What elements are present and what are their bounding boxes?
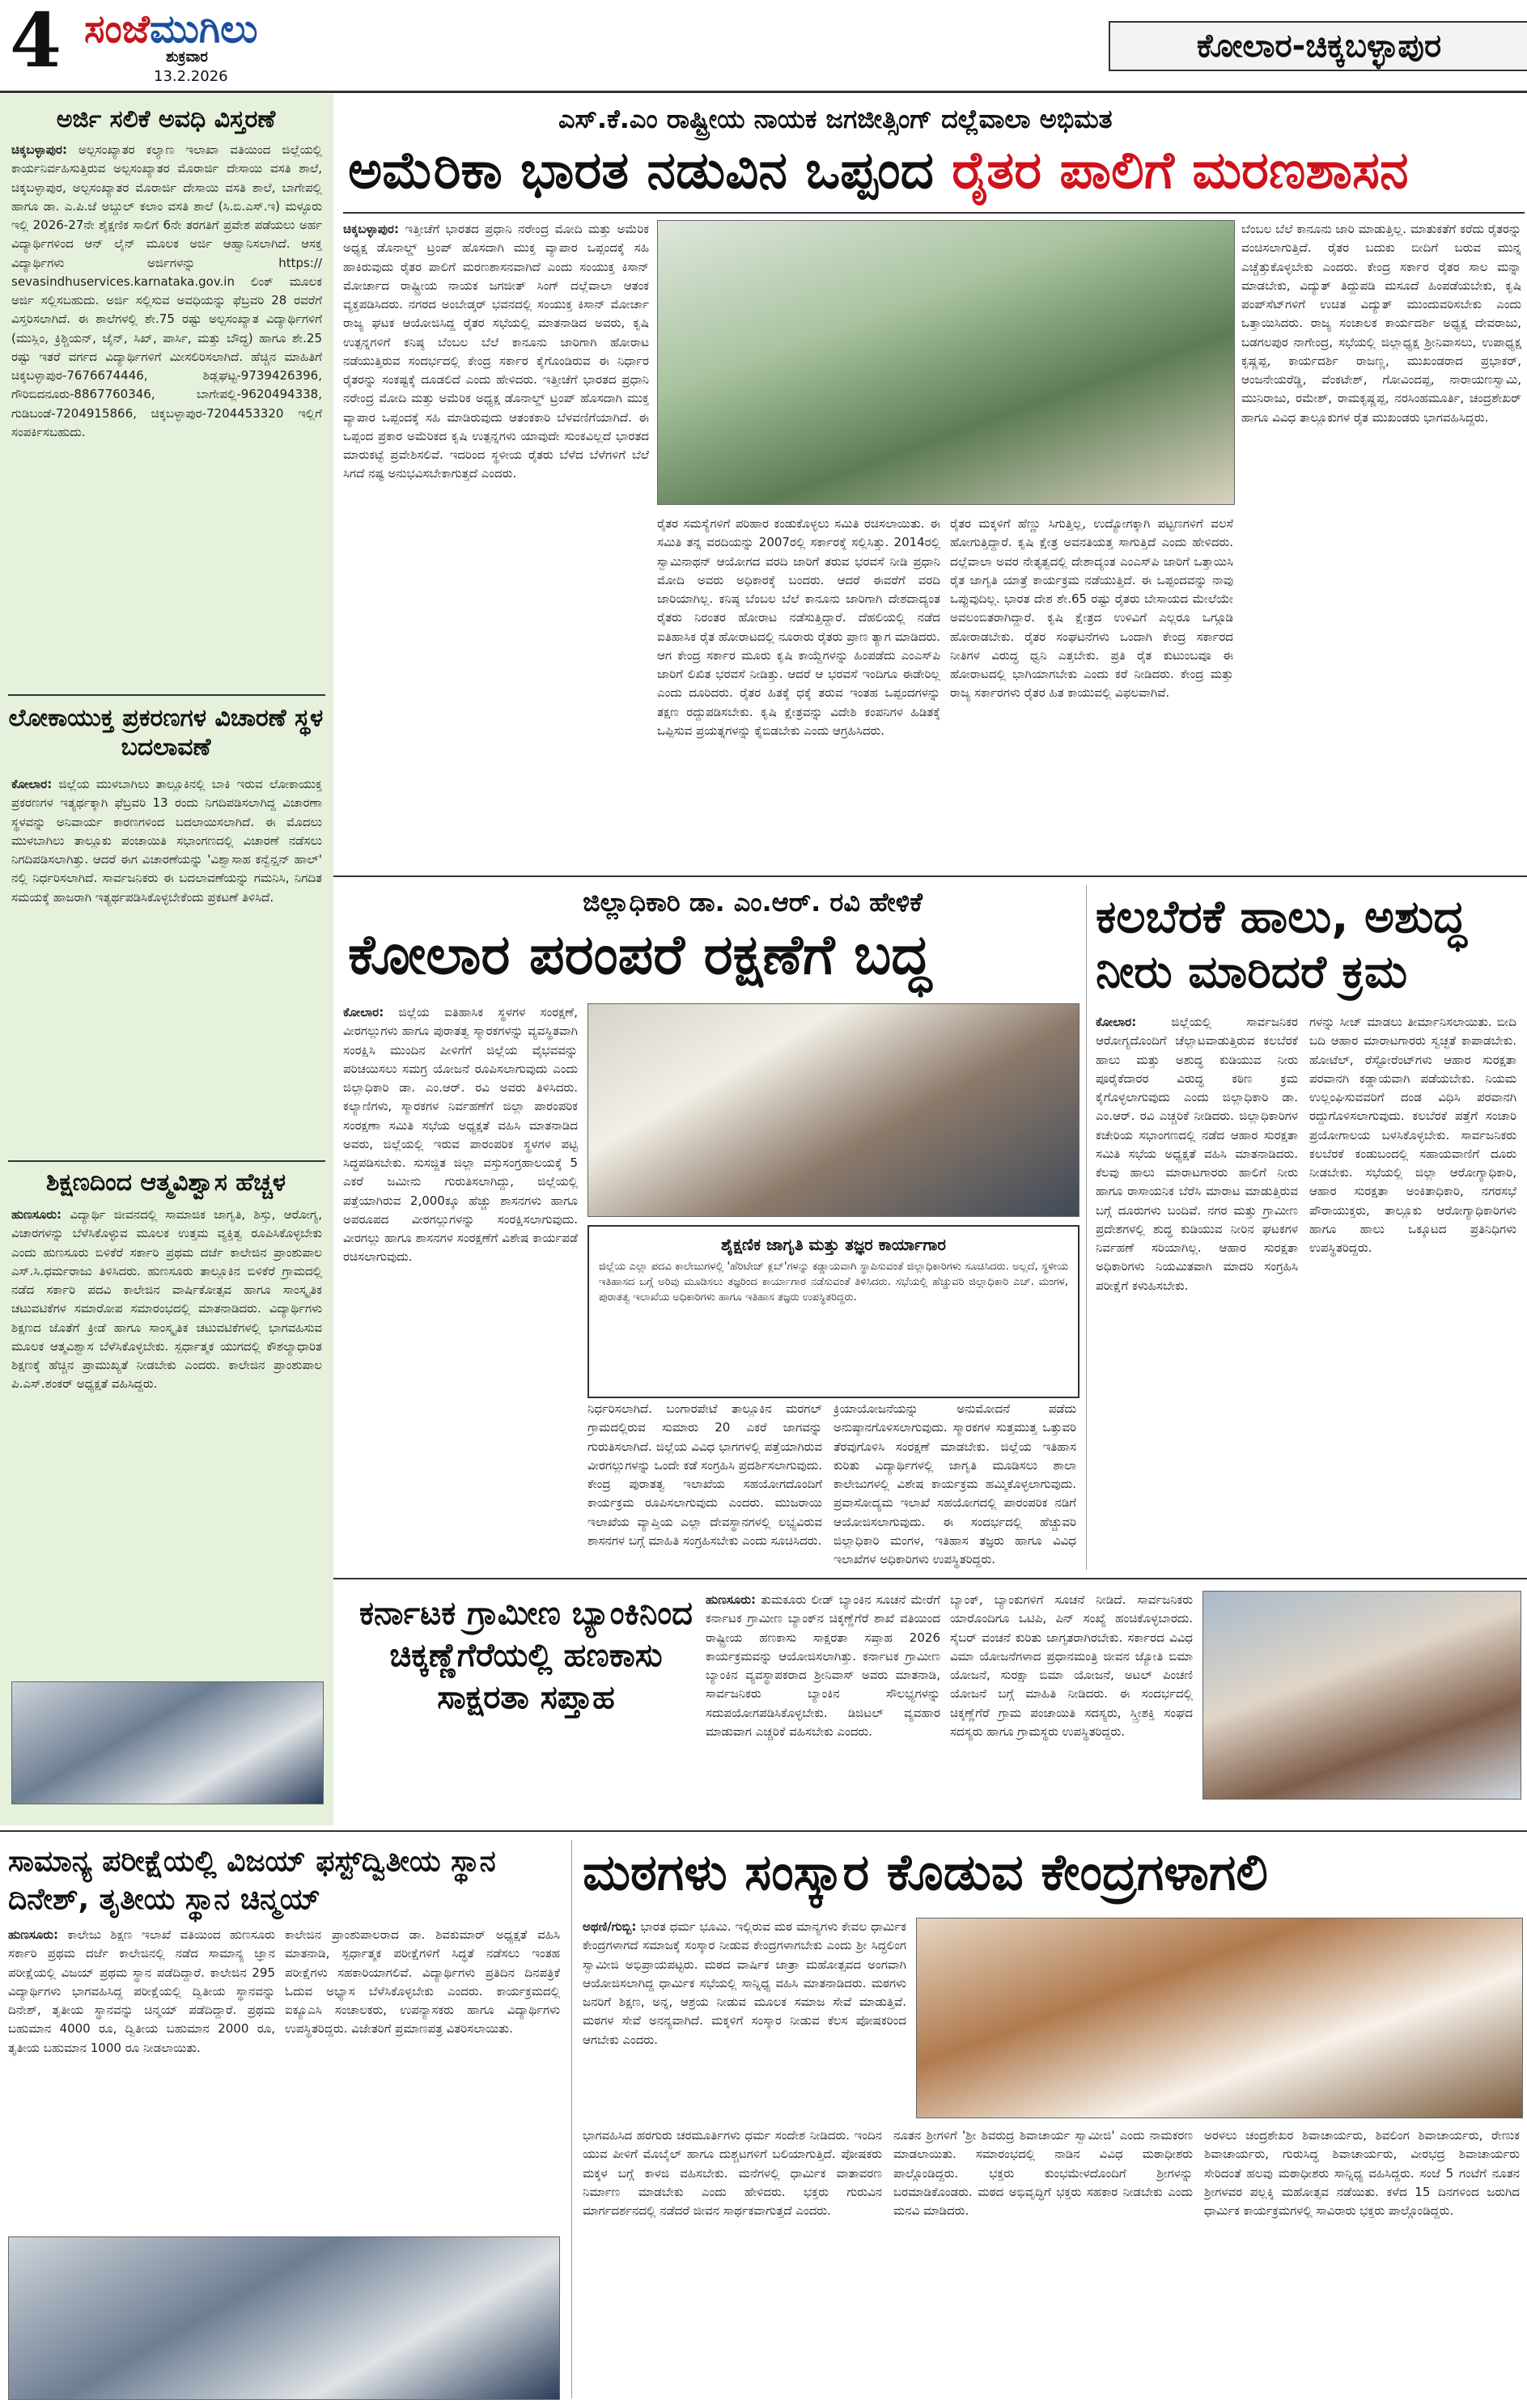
story-text: ಜಿಲ್ಲೆಯ ಐತಿಹಾಸಿಕ ಸ್ಥಳಗಳ ಸಂರಕ್ಷಣೆ, ವೀರಗಲ್ಲುಗಳು ಹಾಗೂ ಪುರಾತತ್ವ ಸ್ಮಾರಕಗಳನ್ನು ವ್ಯವಸ್ಥಿತವಾಗಿ ಸಂರಕ್ಷಿಸಿ ಮುಂದಿನ ಪೀಳಿಗೆಗೆ ಜಿಲ್ಲೆಯ ವೈಭವವನ್ನು ಪರಿಚಯಿಸಲು ಸಮಗ್ರ ಯೋಜನೆ ರೂಪಿಸಲಾಗುವುದು ಎಂದು ಜಿಲ್ಲಾಧಿಕಾರಿ ಡಾ. ಎಂ.ಆರ್. ರವಿ ಅವರು ತಿಳಿಸಿದರು. ಕಲ್ಯಾಣಿಗಳು, ಸ್ಮಾರಕಗಳ ನಿರ್ವಹಣೆಗೆ ಜಿಲ್ಲಾ ಪಾರಂಪರಿಕ ಸಂರಕ್ಷಣಾ ಸಮಿತಿ ಸಭೆಯ ಅಧ್ಯಕ್ಷತೆ ವಹಿಸಿ ಮಾತನಾಡಿದ ಅವರು, ಜಿಲ್ಲೆಯಲ್ಲಿ ಇರುವ ಪಾರಂಪರಿಕ ಸ್ಥಳಗಳ ಪಟ್ಟಿ ಸಿದ್ಧಪಡಿಸಬೇಕು. ಸುಸಜ್ಜಿತ ಜಿಲ್ಲಾ ವಸ್ತುಸಂಗ್ರಹಾಲಯಕ್ಕೆ 5 ಎಕರೆ ಜಮೀನು ಗುರುತಿಸಲಾಗಿದ್ದು, ಜಿಲ್ಲೆಯಲ್ಲಿ ಪತ್ತೆಯಾಗಿರುವ 2,000ಕ್ಕೂ ಹೆಚ್ಚು ಶಾಸನಗಳು ಹಾಗೂ ಅಪರೂಪದ ವೀರಗಲ್ಲುಗಳನ್ನು ಸಂರಕ್ಷಿಸಲಾಗುವುದು. ವೀರಗಲ್ಲು ಹಾಗೂ ಶಾಸನಗಳ ಸಂರಕ್ಷಣೆಗೆ ವಿಶೇಷ ಕಾರ್ಯಪಡೆ ರಚಿಸಲಾಗುವುದು. [343,1005,578,1265]
page-number: 4 [10,0,62,84]
story-text: ಇತ್ತೀಚೆಗೆ ಭಾರತದ ಪ್ರಧಾನಿ ನರೇಂದ್ರ ಮೋದಿ ಮತ್ತು ಅಮೆರಿಕ ಅಧ್ಯಕ್ಷ ಡೊನಾಲ್ಡ್ ಟ್ರಂಪ್ ಹೊಸದಾಗಿ ಮುಕ್ತ ವ್ಯಾಪಾರ ಒಪ್ಪಂದಕ್ಕೆ ಸಹಿ ಹಾಕಿರುವುದು ರೈತರ ಪಾಲಿಗೆ ಮರಣಶಾಸನವಾಗಿದೆ ಎಂದು ಸಂಯುಕ್ತ ಕಿಸಾನ್ ಮೋರ್ಚಾದ ರಾಷ್ಟ್ರೀಯ ನಾಯಕ ಜಗಜೀತ್ ಸಿಂಗ್ ದಲ್ಲೆವಾಲಾ ಆತಂಕ ವ್ಯಕ್ತಪಡಿಸಿದರು. ನಗರದ ಅಂಬೇಡ್ಕರ್ ಭವನದಲ್ಲಿ ಸಂಯುಕ್ತ ಕಿಸಾನ್ ಮೋರ್ಚಾ ರಾಜ್ಯ ಘಟಕ ಆಯೋಜಿಸಿದ್ದ ರೈತರ ಸಭೆಯಲ್ಲಿ ಮಾತನಾಡಿದ ಅವರು, ಕೃಷಿ ಉತ್ಪನ್ನಗಳಿಗೆ ಕನಿಷ್ಠ ಬೆಂಬಲ ಬೆಲೆ ಕಾನೂನು ಜಾರಿಗಾಗಿ ಹೋರಾಟ ನಡೆಯುತ್ತಿರುವ ಸಂದರ್ಭದಲ್ಲಿ ಕೇಂದ್ರ ಸರ್ಕಾರ ಕೈಗೊಂಡಿರುವ ಈ ನಿರ್ಧಾರ ರೈತರನ್ನು ಸಂಕಷ್ಟಕ್ಕೆ ದೂಡಲಿದೆ ಎಂದು ಹೇಳಿದರು. ಇತ್ತೀಚೆಗೆ ಭಾರತದ ಪ್ರಧಾನಿ ನರೇಂದ್ರ ಮೋದಿ ಮತ್ತು ಅಮೆರಿಕ ಅಧ್ಯಕ್ಷ ಡೊನಾಲ್ಡ್ ಟ್ರಂಪ್ ಹೊಸದಾಗಿ ಮುಕ್ತ ವ್ಯಾಪಾರ ಒಪ್ಪಂದಕ್ಕೆ ಸಹಿ ಮಾಡಿರುವುದು ಆತಂಕಕಾರಿ ಬೆಳವಣಿಗೆಯಾಗಿದೆ. ಈ ಒಪ್ಪಂದ ಪ್ರಕಾರ ಅಮೆರಿಕದ ಕೃಷಿ ಉತ್ಪನ್ನಗಳು ಯಾವುದೇ ಸುಂಕವಿಲ್ಲದೆ ಭಾರತದ ಮಾರುಕಟ್ಟೆ ಪ್ರವೇಶಿಸಲಿವೆ. ಇದರಿಂದ ಸ್ಥಳೀಯ ರೈತರು ಬೆಳೆದ ಬೆಳೆಗಳಿಗೆ ಬೆಲೆ ಸಿಗದೆ ನಷ್ಟ ಅನುಭವಿಸಬೇಕಾಗುತ್ತದೆ ಎಂದರು. [343,222,649,481]
section-divider [333,1578,1527,1579]
mutt-col-1: ಭಾಗವಹಿಸಿದ ಹರಗುರು ಚರಮೂರ್ತಿಗಳು ಧರ್ಮ ಸಂದೇಶ ನೀಡಿದರು. ಇಂದಿನ ಯುವ ಪೀಳಿಗೆ ಮೊಬೈಲ್ ಹಾಗೂ ದುಶ್ಚಟಗಳಿಗೆ ಬಲಿಯಾಗುತ್ತಿದೆ. ಪೋಷಕರು ಮಕ್ಕಳ ಬಗ್ಗೆ ಕಾಳಜಿ ವಹಿಸಬೇಕು. ಮನೆಗಳಲ್ಲಿ ಧಾರ್ಮಿಕ ವಾತಾವರಣ ನಿರ್ಮಾಣ ಮಾಡಬೇಕು ಎಂದು ಹೇಳಿದರು. ಭಕ್ತರು ಗುರುವಿನ ಮಾರ್ಗದರ್ಶನದಲ್ಲಿ ನಡೆದರೆ ಜೀವನ ಸಾರ್ಥಕವಾಗುತ್ತದೆ ಎಂದರು. [583,2128,882,2218]
left-sidebar [0,94,333,1825]
dc-col-2: ನಿರ್ಧರಿಸಲಾಗಿದೆ. ಬಂಗಾರಪೇಟೆ ತಾಲ್ಲೂಕಿನ ಮರಗಲ್ ಗ್ರಾಮದಲ್ಲಿರುವ ಸುಮಾರು 20 ಎಕರೆ ಜಾಗವನ್ನು ಗುರುತಿಸಲಾಗಿದೆ. ಜಿಲ್ಲೆಯ ವಿವಿಧ ಭಾಗಗಳಲ್ಲಿ ಪತ್ತೆಯಾಗಿರುವ ವೀರಗಲ್ಲುಗಳನ್ನು ಒಂದೇ ಕಡೆ ಸಂಗ್ರಹಿಸಿ ಪ್ರದರ್ಶಿಸಲಾಗುವುದು. ಕೇಂದ್ರ ಪುರಾತತ್ವ ಇಲಾಖೆಯ ಸಹಯೋಗದೊಂದಿಗೆ ಕಾರ್ಯಕ್ರಮ ರೂಪಿಸಲಾಗುವುದು ಎಂದರು. ಮುಜರಾಯಿ ಇಲಾಖೆಯ ವ್ಯಾಪ್ತಿಯ ಎಲ್ಲಾ ದೇವಸ್ಥಾನಗಳಲ್ಲಿ ಲಭ್ಯವಿರುವ ಶಾಸನಗಳ ಬಗ್ಗೆ ಮಾಹಿತಿ ಸಂಗ್ರಹಿಸಬೇಕು ಎಂದು ಸೂಚಿಸಿದರು. [587,1401,822,1548]
mutt-col-3: ಅರಳಲು ಚಂದ್ರಶೇಖರ ಶಿವಾಚಾರ್ಯರು, ಶಿವಲಿಂಗ ಶಿವಾಚಾರ್ಯರು, ರೇಣುಕ ಶಿವಾಚಾರ್ಯರು, ಗುರುಸಿದ್ಧ ಶಿವಾಚಾರ್ಯರು, ವೀರಭದ್ರ ಶಿವಾಚಾರ್ಯರು ಸೇರಿದಂತೆ ಹಲವು ಮಠಾಧೀಶರು ಸಾನ್ನಿಧ್ಯ ವಹಿಸಿದ್ದರು. ಸಂಜೆ 5 ಗಂಟೆಗೆ ನೂತನ ಶ್ರೀಗಳವರ ಪಲ್ಲಕ್ಕಿ ಮಹೋತ್ಸವ ನಡೆಯಿತು. ಕಳೆದ 15 ದಿನಗಳಿಂದ ಜರುಗಿದ ಧಾರ್ಮಿಕ ಕಾರ್ಯಕ್ರಮಗಳಲ್ಲಿ ಸಾವಿರಾರು ಭಕ್ತರು ಪಾಲ್ಗೊಂಡಿದ್ದರು. [1204,2128,1520,2218]
sidebar-divider [8,1160,325,1162]
dateline: ಕೋಲಾರ: [11,777,53,791]
dc-headline: ಕೋಲಾರ ಪರಂಪರೆ ರಕ್ಷಣೆಗೆ ಬದ್ಧ [348,923,931,987]
story-text: ಅಲ್ಪಸಂಖ್ಯಾತರ ಕಲ್ಯಾಣ ಇಲಾಖಾ ವತಿಯಿಂದ ಜಿಲ್ಲೆಯಲ್ಲಿ ಕಾರ್ಯನಿರ್ವಹಿಸುತ್ತಿರುವ ಅಲ್ಪಸಂಖ್ಯಾತರ ಮೊರಾರ್ಜಿ ದೇಸಾಯಿ ವಸತಿ ಶಾಲೆ, ಚಿಕ್ಕಬಳ್ಳಾಪುರ, ಅಲ್ಪಸಂಖ್ಯಾತರ ಮೊರಾರ್ಜಿ ದೇಸಾಯಿ ವಸತಿ ಶಾಲೆ, ಬಾಗೇಪಲ್ಲಿ ಹಾಗೂ ಡಾ. ಎ.ಪಿ.ಜೆ ಅಬ್ದುಲ್ ಕಲಾಂ ವಸತಿ ಶಾಲೆ (ಸಿ.ಬಿ.ಎಸ್.ಇ) ಮಳ್ಳೂರು ಇಲ್ಲಿ 2026-27ನೇ ಶೈಕ್ಷಣಿಕ ಸಾಲಿಗೆ 6ನೇ ತರಗತಿಗೆ ಪ್ರವೇಶ ಪಡೆಯಲು ಅರ್ಹ ವಿದ್ಯಾರ್ಥಿಗಳಿಂದ ಆನ್ ಲೈನ್ ಮೂಲಕ ಅರ್ಜಿ ಆಹ್ವಾನಿಸಲಾಗಿದೆ. ಆಸಕ್ತ ವಿದ್ಯಾರ್ಥಿಗಳು ಅರ್ಜಿಗಳನ್ನು https:// sevasindhuservices.karnataka.gov.in ಲಿಂಕ್ ಮೂಲಕ ಅರ್ಜಿ ಸಲ್ಲಿಸಬಹುದು. ಅರ್ಜಿ ಸಲ್ಲಿಸುವ ಅವಧಿಯನ್ನು ಫೆಬ್ರವರಿ 28 ರವರೆಗೆ ವಿಸ್ತರಿಸಲಾಗಿದೆ. ಈ ಶಾಲೆಗಳಲ್ಲಿ ಶೇ.75 ರಷ್ಟು ಅಲ್ಪಸಂಖ್ಯಾತ ವಿದ್ಯಾರ್ಥಿಗಳಿಗೆ (ಮುಸ್ಲಿಂ, ಕ್ರಿಶ್ಚಿಯನ್, ಜೈನ್, ಸಿಖ್, ಪಾರ್ಸಿ, ಮತ್ತು ಬೌದ್ಧ) ಹಾಗೂ ಶೇ.25 ರಷ್ಟು ಇತರೆ ವರ್ಗದ ವಿದ್ಯಾರ್ಥಿಗಳಿಗೆ ಮೀಸಲಿರಿಸಲಾಗಿದೆ. ಹೆಚ್ಚಿನ ಮಾಹಿತಿಗೆ ಚಿಕ್ಕಬಳ್ಳಾಪುರ-7676674446, ಶಿಡ್ಲಘಟ್ಟ-9739426396, ಗೌರಿಬಿದನೂರು-8867760346, ಬಾಗೇಪಲ್ಲಿ-9620494338, ಗುಡಿಬಂಡೆ-7204915866, ಚಿಕ್ಕಬಳ್ಳಾಪುರ-7204453320 ಇಲ್ಲಿಗೆ ಸಂಪರ್ಕಿಸಬಹುದು. [11,142,322,439]
sidebar-story1-body [11,141,322,688]
dateline: ಕೋಲಾರ: [1096,1015,1137,1029]
dateline: ಹುಣಸೂರು: [8,1927,59,1942]
lead-kicker: ಎಸ್.ಕೆ.ಎಂ ರಾಷ್ಟ್ರೀಯ ನಾಯಕ ಜಗಜೀತ್ಸಿಂಗ್ ದಲ್ಲೆವಾಲಾ ಅಭಿಮತ [558,104,1113,134]
dateline: ಹುಣಸೂರು: [706,1592,757,1607]
bank-col-1 [706,1591,940,1814]
lead-headline-part-b: ರೈತರ ಪಾಲಿಗೆ ಮರಣಶಾಸನ [952,141,1409,201]
issue-date: 13.2.2026 [154,68,228,85]
story-text: ತುಮಕೂರು ಲೀಡ್ ಬ್ಯಾಂಕಿನ ಸೂಚನೆ ಮೇರೆಗೆ ಕರ್ನಾಟಕ ಗ್ರಾಮೀಣ ಬ್ಯಾಂಕ್‌ನ ಚಿಕ್ಕಣ್ಣೆಗೆರೆ ಶಾಖೆ ವತಿಯಿಂದ ರಾಷ್ಟ್ರೀಯ ಹಣಕಾಸು ಸಾಕ್ಷರತಾ ಸಪ್ತಾಹ 2026 ಕಾರ್ಯಕ್ರಮವನ್ನು ಆಯೋಜಿಸಲಾಗಿತ್ತು. ಕರ್ನಾಟಕ ಗ್ರಾಮೀಣ ಬ್ಯಾಂಕಿನ ವ್ಯವಸ್ಥಾಪಕರಾದ ಶ್ರೀನಿವಾಸ್ ಅವರು ಮಾತನಾಡಿ, ಸಾರ್ವಜನಿಕರು ಬ್ಯಾಂಕಿನ ಸೌಲಭ್ಯಗಳನ್ನು ಸದುಪಯೋಗಪಡಿಸಿಕೊಳ್ಳಬೇಕು. ಡಿಜಿಟಲ್ ವ್ಯವಹಾರ ಮಾಡುವಾಗ ಎಚ್ಚರಿಕೆ ವಹಿಸಬೇಕು ಎಂದರು. [706,1592,940,1739]
story-text: ಕಾಲೇಜು ಶಿಕ್ಷಣ ಇಲಾಖೆ ವತಿಯಿಂದ ಹುಣಸೂರು ಸರ್ಕಾರಿ ಪ್ರಥಮ ದರ್ಜೆ ಕಾಲೇಜಿನಲ್ಲಿ ನಡೆದ ಸಾಮಾನ್ಯ ಜ್ಞಾನ ಪರೀಕ್ಷೆಯಲ್ಲಿ ವಿಜಯ್ ಪ್ರಥಮ ಸ್ಥಾನ ಪಡೆದಿದ್ದಾರೆ. ಕಾಲೇಜಿನ 295 ವಿದ್ಯಾರ್ಥಿಗಳು ಭಾಗವಹಿಸಿದ್ದ ಪರೀಕ್ಷೆಯಲ್ಲಿ ದ್ವಿತೀಯ ಸ್ಥಾನವನ್ನು ದಿನೇಶ್, ತೃತೀಯ ಸ್ಥಾನವನ್ನು ಚಿನ್ಮಯ್ ಪಡೆದಿದ್ದಾರೆ. ಪ್ರಥಮ ಬಹುಮಾನ 4000 ರೂ, ದ್ವಿತೀಯ ಬಹುಮಾನ 2000 ರೂ, ತೃತೀಯ ಬಹುಮಾನ 1000 ರೂ ನೀಡಲಾಯಿತು. [8,1927,275,2055]
lead-col-2: ರೈತರ ಸಮಸ್ಯೆಗಳಿಗೆ ಪರಿಹಾರ ಕಂಡುಕೊಳ್ಳಲು ಸಮಿತಿ ರಚಿಸಲಾಯಿತು. ಈ ಸಮಿತಿ ತನ್ನ ವರದಿಯನ್ನು 2007ರಲ್ಲಿ ಸರ್ಕಾರಕ್ಕೆ ಸಲ್ಲಿಸಿತ್ತು. 2014ರಲ್ಲಿ ಸ್ವಾಮಿನಾಥನ್ ಆಯೋಗದ ವರದಿ ಜಾರಿಗೆ ತರುವ ಭರವಸೆ ನೀಡಿ ಪ್ರಧಾನಿ ಮೋದಿ ಅವರು ಅಧಿಕಾರಕ್ಕೆ ಬಂದರು. ಆದರೆ ಈವರೆಗೆ ವರದಿ ಜಾರಿಯಾಗಿಲ್ಲ. ಕನಿಷ್ಠ ಬೆಂಬಲ ಬೆಲೆ ಕಾನೂನು ಜಾರಿಗಾಗಿ ದೇಶದಾದ್ಯಂತ ರೈತರು ನಿರಂತರ ಹೋರಾಟ ನಡೆಸುತ್ತಿದ್ದಾರೆ. ದೆಹಲಿಯಲ್ಲಿ ನಡೆದ ಐತಿಹಾಸಿಕ ರೈತ ಹೋರಾಟದಲ್ಲಿ ನೂರಾರು ರೈತರು ಪ್ರಾಣ ತ್ಯಾಗ ಮಾಡಿದರು. ಆಗ ಕೇಂದ್ರ ಸರ್ಕಾರ ಮೂರು ಕೃಷಿ ಕಾಯ್ದೆಗಳನ್ನು ಹಿಂಪಡೆದು ಎಂಎಸ್‌ಪಿ ಜಾರಿಗೆ ಲಿಖಿತ ಭರವಸೆ ನೀಡಿತ್ತು. ಆದರೆ ಆ ಭರವಸೆ ಇಂದಿಗೂ ಈಡೇರಿಲ್ಲ ಎಂದು ದೂರಿದರು. ರೈತರ ಹಿತಕ್ಕೆ ಧಕ್ಕೆ ತರುವ ಇಂತಹ ಒಪ್ಪಂದಗಳನ್ನು ತಕ್ಷಣ ರದ್ದುಪಡಿಸಬೇಕು. ಕೃಷಿ ಕ್ಷೇತ್ರವನ್ನು ವಿದೇಶಿ ಕಂಪನಿಗಳ ಹಿಡಿತಕ್ಕೆ ಒಪ್ಪಿಸುವ ಪ್ರಯತ್ನಗಳನ್ನು ಕೈಬಿಡಬೇಕು ಎಂದು ಆಗ್ರಹಿಸಿದರು. [657,516,940,738]
column-divider [1086,885,1087,1570]
bank-event-photo [1203,1591,1521,1800]
sidebar-divider [8,694,325,696]
story-text: ಜಿಲ್ಲೆಯಲ್ಲಿ ಸಾರ್ವಜನಿಕರ ಆರೋಗ್ಯದೊಂದಿಗೆ ಚೆಲ್ಲಾಟವಾಡುತ್ತಿರುವ ಕಲಬೆರಕೆ ಹಾಲು ಮತ್ತು ಅಶುದ್ಧ ಕುಡಿಯುವ ನೀರು ಪೂರೈಕೆದಾರರ ವಿರುದ್ಧ ಕಠಿಣ ಕ್ರಮ ಕೈಗೊಳ್ಳಲಾಗುವುದು ಎಂದು ಜಿಲ್ಲಾಧಿಕಾರಿ ಡಾ. ಎಂ.ಆರ್. ರವಿ ಎಚ್ಚರಿಕೆ ನೀಡಿದರು. ಜಿಲ್ಲಾಧಿಕಾರಿಗಳ ಕಚೇರಿಯ ಸಭಾಂಗಣದಲ್ಲಿ ನಡೆದ ಆಹಾರ ಸುರಕ್ಷತಾ ಸಮಿತಿ ಸಭೆಯ ಅಧ್ಯಕ್ಷತೆ ವಹಿಸಿ ಮಾತನಾಡಿದರು. ಕೆಲವು ಹಾಲು ಮಾರಾಟಗಾರರು ಹಾಲಿಗೆ ನೀರು ಹಾಗೂ ರಾಸಾಯನಿಕ ಬೆರೆಸಿ ಮಾರಾಟ ಮಾಡುತ್ತಿರುವ ಬಗ್ಗೆ ದೂರುಗಳು ಬಂದಿವೆ. ನಗರ ಮತ್ತು ಗ್ರಾಮೀಣ ಪ್ರದೇಶಗಳಲ್ಲಿ ಶುದ್ಧ ಕುಡಿಯುವ ನೀರಿನ ಘಟಕಗಳ ನಿರ್ವಹಣೆ ಸರಿಯಾಗಿಲ್ಲ. ಆಹಾರ ಸುರಕ್ಷತಾ ಅಧಿಕಾರಿಗಳು ನಿಯಮಿತವಾಗಿ ಮಾದರಿ ಸಂಗ್ರಹಿಸಿ ಪರೀಕ್ಷೆಗೆ ಕಳುಹಿಸಬೇಕು. [1096,1015,1298,1293]
sidebar-story3-headline: ಶಿಕ್ಷಣದಿಂದ ಆತ್ಮವಿಶ್ವಾಸ ಹೆಚ್ಚಳ [45,1168,286,1197]
dc-kicker: ಜಿಲ್ಲಾಧಿಕಾರಿ ಡಾ. ಎಂ.ಆರ್. ರವಿ ಹೇಳಿಕೆ [583,887,923,918]
dc-col-1 [343,1003,578,1570]
milk-headline: ಕಲಬೆರಕೆ ಹಾಲು, ಅಶುದ್ಧ ನೀರು ಮಾರಿದರೆ ಕ್ರಮ [1096,891,1467,999]
caption-text: ಜಿಲ್ಲೆಯ ಎಲ್ಲಾ ಪದವಿ ಕಾಲೇಜುಗಳಲ್ಲಿ 'ಹೆರಿಟೇಜ್ ಕ್ಲಬ್'ಗಳನ್ನು ಕಡ್ಡಾಯವಾಗಿ ಸ್ಥಾಪಿಸುವಂತೆ ಜಿಲ್ಲಾಧಿಕಾರಿಗಳು ಸೂಚಿಸಿದರು. ಅಲ್ಲದೆ, ಸ್ಥಳೀಯ ಇತಿಹಾಸದ ಬಗ್ಗೆ ಅರಿವು ಮೂಡಿಸಲು ತಜ್ಞರಿಂದ ಕಾರ್ಯಾಗಾರ ನಡೆಸುವಂತೆ ತಿಳಿಸಿದರು. ಸಭೆಯಲ್ಲಿ ಹೆಚ್ಚುವರಿ ಜಿಲ್ಲಾಧಿಕಾರಿ ಎಚ್. ಮಂಗಳ, ಪುರಾತತ್ವ ಇಲಾಖೆಯ ಅಧಿಕಾರಿಗಳು ಹಾಗೂ ಇತಿಹಾಸ ತಜ್ಞರು ಉಪಸ್ಥಿತರಿದ್ದರು. [599,1261,1068,1304]
dc-photo-caption [587,1225,1080,1398]
story-text: ಜಿಲ್ಲೆಯ ಮುಳಬಾಗಿಲು ತಾಲ್ಲೂಕಿನಲ್ಲಿ ಬಾಕಿ ಇರುವ ಲೋಕಾಯುಕ್ತ ಪ್ರಕರಣಗಳ ಇತ್ಯರ್ಥಕ್ಕಾಗಿ ಫೆಬ್ರವರಿ 13 ರಂದು ನಿಗದಿಪಡಿಸಲಾಗಿದ್ದ ವಿಚಾರಣಾ ಸ್ಥಳವನ್ನು ಅನಿವಾರ್ಯ ಕಾರಣಗಳಿಂದ ಬದಲಾಯಿಸಲಾಗಿದೆ. ಈ ಮೊದಲು ಮುಳಬಾಗಿಲು ತಾಲ್ಲೂಕು ಪಂಚಾಯಿತಿ ಸಭಾಂಗಣದಲ್ಲಿ ವಿಚಾರಣೆ ನಡೆಸಲು ನಿಗದಿಪಡಿಸಲಾಗಿತ್ತು. ಆದರೆ ಈಗ ವಿಚಾರಣೆಯನ್ನು 'ವಿಶ್ವಾಸಾಹ ಕನ್ವೆನ್ಷನ್ ಹಾಲ್' ನಲ್ಲಿ ನಿರ್ಧರಿಸಲಾಗಿದೆ. ಸಾರ್ವಜನಿಕರು ಈ ಬದಲಾವಣೆಯನ್ನು ಗಮನಿಸಿ, ನಿಗದಿತ ಸಮಯಕ್ಕೆ ಹಾಜರಾಗಿ ಇತ್ಯರ್ಥಪಡಿಸಿಕೊಳ್ಳಬೇಕೆಂದು ಪ್ರಕಟಣೆ ತಿಳಿಸಿದೆ. [11,777,322,905]
issue-day: ಶುಕ್ರವಾರ [166,49,208,66]
dateline: ಚಿಕ್ಕಬಳ್ಳಾಪುರ: [11,142,67,157]
lead-headline-rule [343,212,1525,214]
column-divider [571,1840,572,2398]
dc-meeting-photo [587,1003,1080,1217]
exam-col-2: ಕಾಲೇಜಿನ ಪ್ರಾಂಶುಪಾಲರಾದ ಡಾ. ಶಿವಕುಮಾರ್ ಅಧ್ಯಕ್ಷತೆ ವಹಿಸಿ ಮಾತನಾಡಿ, ಸ್ಪರ್ಧಾತ್ಮಕ ಪರೀಕ್ಷೆಗಳಿಗೆ ಸಿದ್ಧತೆ ನಡೆಸಲು ಇಂತಹ ಪರೀಕ್ಷೆಗಳು ಸಹಕಾರಿಯಾಗಲಿವೆ. ವಿದ್ಯಾರ್ಥಿಗಳು ಪ್ರತಿದಿನ ದಿನಪತ್ರಿಕೆ ಓದುವ ಅಭ್ಯಾಸ ಬೆಳೆಸಿಕೊಳ್ಳಬೇಕು ಎಂದರು. ಕಾರ್ಯಕ್ರಮದಲ್ಲಿ ಐಕ್ಯೂಎಸಿ ಸಂಚಾಲಕರು, ಉಪನ್ಯಾಸಕರು ಹಾಗೂ ವಿದ್ಯಾರ್ಥಿಗಳು ಉಪಸ್ಥಿತರಿದ್ದರು. ವಿಜೇತರಿಗೆ ಪ್ರಮಾಣಪತ್ರ ವಿತರಿಸಲಾಯಿತು. [285,1927,560,2037]
lead-col-3: ರೈತರ ಮಕ್ಕಳಿಗೆ ಹೆಣ್ಣು ಸಿಗುತ್ತಿಲ್ಲ, ಉದ್ಯೋಗಕ್ಕಾಗಿ ಪಟ್ಟಣಗಳಿಗೆ ವಲಸೆ ಹೋಗುತ್ತಿದ್ದಾರೆ. ಕೃಷಿ ಕ್ಷೇತ್ರ ಅವನತಿಯತ್ತ ಸಾಗುತ್ತಿದೆ ಎಂದು ಹೇಳಿದರು. ದಲ್ಲೆವಾಲಾ ಅವರ ನೇತೃತ್ವದಲ್ಲಿ ದೇಶಾದ್ಯಂತ ಎಂಎಸ್‌ಪಿ ಜಾರಿಗೆ ಒತ್ತಾಯಿಸಿ ರೈತ ಜಾಗೃತಿ ಯಾತ್ರೆ ಕಾರ್ಯಕ್ರಮ ನಡೆಯುತ್ತಿದೆ. ಈ ಒಪ್ಪಂದವನ್ನು ನಾವು ಒಪ್ಪುವುದಿಲ್ಲ. ಭಾರತ ದೇಶ ಶೇ.65 ರಷ್ಟು ರೈತರು ಬೇಸಾಯದ ಮೇಲೆಯೇ ಅವಲಂಬಿತರಾಗಿದ್ದಾರೆ. ಕೃಷಿ ಕ್ಷೇತ್ರದ ಉಳಿವಿಗೆ ಎಲ್ಲರೂ ಒಗ್ಗೂಡಿ ಹೋರಾಡಬೇಕು. ರೈತರ ಸಂಘಟನೆಗಳು ಒಂದಾಗಿ ಕೇಂದ್ರ ಸರ್ಕಾರದ ನೀತಿಗಳ ವಿರುದ್ಧ ಧ್ವನಿ ಎತ್ತಬೇಕು. ಪ್ರತಿ ರೈತ ಕುಟುಂಬವೂ ಈ ಹೋರಾಟದಲ್ಲಿ ಭಾಗಿಯಾಗಬೇಕು ಎಂದು ಕರೆ ನೀಡಿದರು. ಕೇಂದ್ರ ಮತ್ತು ರಾಜ್ಯ ಸರ್ಕಾರಗಳು ರೈತರ ಹಿತ ಕಾಯುವಲ್ಲಿ ವಿಫಲವಾಗಿವೆ. [950,516,1233,701]
sidebar-story2-body [11,775,322,1155]
section-tag: ಕೋಲಾರ-ಚಿಕ್ಕಬಳ್ಳಾಪುರ [1109,21,1527,71]
bank-headline: ಕರ್ನಾಟಕ ಗ್ರಾಮೀಣ ಬ್ಯಾಂಕಿನಿಂದ ಚಿಕ್ಕಣ್ಣೆಗೆರೆಯಲ್ಲಿ ಹಣಕಾಸು ಸಾಕ್ಷರತಾ ಸಪ್ತಾಹ [359,1595,693,1716]
sidebar-story2-headline: ಲೋಕಾಯುಕ್ತ ಪ್ರಕರಣಗಳ ವಿಚಾರಣೆ ಸ್ಥಳ ಬದಲಾವಣೆ [8,704,324,761]
lead-headline-part-a: ಅಮೆರಿಕಾ ಭಾರತ ನಡುವಿನ ಒಪ್ಪಂದ [348,141,934,201]
sidebar-story3-body [11,1206,322,1659]
sidebar-story1-headline: ಅರ್ಜಿ ಸಲಿಕೆ ಅವಧಿ ವಿಸ್ತರಣೆ [56,105,276,134]
milk-col-2: ಗಳನ್ನು ಸೀಜ್ ಮಾಡಲು ತೀರ್ಮಾನಿಸಲಾಯಿತು. ಬೀದಿ ಬದಿ ಆಹಾರ ಮಾರಾಟಗಾರರು ಸ್ವಚ್ಛತೆ ಕಾಪಾಡಬೇಕು. ಹೋಟೆಲ್, ರೆಸ್ಟೋರೆಂಟ್‌ಗಳು ಆಹಾರ ಸುರಕ್ಷತಾ ಪರವಾನಗಿ ಕಡ್ಡಾಯವಾಗಿ ಪಡೆಯಬೇಕು. ನಿಯಮ ಉಲ್ಲಂಘಿಸುವವರಿಗೆ ದಂಡ ವಿಧಿಸಿ ಪರವಾನಗಿ ರದ್ದುಗೊಳಿಸಲಾಗುವುದು. ಕಲಬೆರಕೆ ಪತ್ತೆಗೆ ಸಂಚಾರಿ ಪ್ರಯೋಗಾಲಯ ಬಳಸಿಕೊಳ್ಳಬೇಕು. ಸಾರ್ವಜನಿಕರು ಕಲಬೆರಕೆ ಕಂಡುಬಂದಲ್ಲಿ ಸಹಾಯವಾಣಿಗೆ ದೂರು ನೀಡಬೇಕು. ಸಭೆಯಲ್ಲಿ ಜಿಲ್ಲಾ ಆರೋಗ್ಯಾಧಿಕಾರಿ, ಆಹಾರ ಸುರಕ್ಷತಾ ಅಂಕಿತಾಧಿಕಾರಿ, ನಗರಸಭೆ ಪೌರಾಯುಕ್ತರು, ತಾಲ್ಲೂಕು ಆರೋಗ್ಯಾಧಿಕಾರಿಗಳು ಹಾಗೂ ಹಾಲು ಒಕ್ಕೂಟದ ಪ್ರತಿನಿಧಿಗಳು ಉಪಸ್ಥಿತರಿದ್ದರು. [1309,1015,1516,1255]
exam-winners-photo [8,2236,560,2400]
dateline: ಅಥಣಿ/ಗುಬ್ಬಿ: [583,1919,637,1934]
dateline: ಕೋಲಾರ: [343,1005,384,1020]
dateline: ಹುಣಸೂರು: [11,1207,62,1222]
lead-headline [348,142,1521,199]
dc-col-3: ಕ್ರಿಯಾಯೋಜನೆಯನ್ನು ಅನುಮೋದನೆ ಪಡೆದು ಅನುಷ್ಠಾನಗೊಳಿಸಲಾಗುವುದು. ಸ್ಮಾರಕಗಳ ಸುತ್ತಮುತ್ತ ಒತ್ತುವರಿ ತೆರವುಗೊಳಿಸಿ ಸಂರಕ್ಷಣೆ ಮಾಡಬೇಕು. ಜಿಲ್ಲೆಯ ಇತಿಹಾಸ ಕುರಿತು ವಿದ್ಯಾರ್ಥಿಗಳಲ್ಲಿ ಜಾಗೃತಿ ಮೂಡಿಸಲು ಶಾಲಾ ಕಾಲೇಜುಗಳಲ್ಲಿ ವಿಶೇಷ ಕಾರ್ಯಕ್ರಮ ಹಮ್ಮಿಕೊಳ್ಳಲಾಗುವುದು. ಪ್ರವಾಸೋದ್ಯಮ ಇಲಾಖೆ ಸಹಯೋಗದಲ್ಲಿ ಪಾರಂಪರಿಕ ನಡಿಗೆ ಆಯೋಜಿಸಲಾಗುವುದು. ಈ ಸಂದರ್ಭದಲ್ಲಿ ಹೆಚ್ಚುವರಿ ಜಿಲ್ಲಾಧಿಕಾರಿ ಮಂಗಳ, ಇತಿಹಾಸ ತಜ್ಞರು ಹಾಗೂ ವಿವಿಧ ಇಲಾಖೆಗಳ ಅಧಿಕಾರಿಗಳು ಉಪಸ್ಥಿತರಿದ್ದರು. [833,1401,1076,1566]
bank-col-2: ಬ್ಯಾಂಕ್, ಬ್ಯಾಂಕುಗಳಿಗೆ ಸೂಚನೆ ನೀಡಿದೆ. ಸಾರ್ವಜನಿಕರು ಯಾರೊಂದಿಗೂ ಒಟಿಪಿ, ಪಿನ್ ಸಂಖ್ಯೆ ಹಂಚಿಕೊಳ್ಳಬಾರದು. ಸೈಬರ್ ವಂಚನೆ ಕುರಿತು ಜಾಗೃತರಾಗಿರಬೇಕು. ಸರ್ಕಾರದ ವಿವಿಧ ವಿಮಾ ಯೋಜನೆಗಳಾದ ಪ್ರಧಾನಮಂತ್ರಿ ಜೀವನ ಜ್ಯೋತಿ ಬಿಮಾ ಯೋಜನೆ, ಸುರಕ್ಷಾ ಬಿಮಾ ಯೋಜನೆ, ಅಟಲ್ ಪಿಂಚಣಿ ಯೋಜನೆ ಬಗ್ಗೆ ಮಾಹಿತಿ ನೀಡಿದರು. ಈ ಸಂದರ್ಭದಲ್ಲಿ ಚಿಕ್ಕಣ್ಣೆಗೆರೆ ಗ್ರಾಮ ಪಂಚಾಯಿತಿ ಸದಸ್ಯರು, ಸ್ತ್ರೀಶಕ್ತಿ ಸಂಘದ ಸದಸ್ಯರು ಹಾಗೂ ಗ್ರಾಮಸ್ಥರು ಉಪಸ್ಥಿತರಿದ್ದರು. [950,1592,1193,1739]
story-text: ವಿದ್ಯಾರ್ಥಿ ಜೀವನದಲ್ಲಿ ಸಾಮಾಜಿಕ ಜಾಗೃತಿ, ಶಿಸ್ತು, ಆರೋಗ್ಯ, ವಿಚಾರಗಳನ್ನು ಬೆಳೆಸಿಕೊಳ್ಳುವ ಮೂಲಕ ಉತ್ತಮ ವ್ಯಕ್ತಿತ್ವ ರೂಪಿಸಿಕೊಳ್ಳಬೇಕು ಎಂದು ಹುಣಸೂರು ಬಿಳಿಕೆರೆ ಸರ್ಕಾರಿ ಪ್ರಥಮ ದರ್ಜೆ ಕಾಲೇಜಿನ ಪ್ರಾಂಶುಪಾಲ ಎಸ್.ಸಿ.ಧರ್ಮರಾಜು ತಿಳಿಸಿದರು. ಹುಣಸೂರು ತಾಲ್ಲೂಕಿನ ಬಿಳಿಕೆರೆ ಗ್ರಾಮದಲ್ಲಿ ನಡೆದ ಸರ್ಕಾರಿ ಪದವಿ ಕಾಲೇಜಿನ ವಾರ್ಷಿಕೋತ್ಸವ ಹಾಗೂ ಸಾಂಸ್ಕೃತಿಕ ಚಟುವಟಿಕೆಗಳ ಸಮಾರೋಪ ಸಮಾರಂಭದಲ್ಲಿ ಮಾತನಾಡಿದರು. ವಿದ್ಯಾರ್ಥಿಗಳು ಶಿಕ್ಷಣದ ಜೊತೆಗೆ ಕ್ರೀಡೆ ಹಾಗೂ ಸಾಂಸ್ಕೃತಿಕ ಚಟುವಟಿಕೆಗಳಲ್ಲಿ ಭಾಗವಹಿಸುವ ಮೂಲಕ ಆತ್ಮವಿಶ್ವಾಸ ಬೆಳೆಸಿಕೊಳ್ಳಬೇಕು. ಸ್ಪರ್ಧಾತ್ಮಕ ಯುಗದಲ್ಲಿ ಕೌಶಲ್ಯಾಧಾರಿತ ಶಿಕ್ಷಣಕ್ಕೆ ಹೆಚ್ಚಿನ ಪ್ರಾಮುಖ್ಯತೆ ನೀಡಬೇಕು ಎಂದರು. ಕಾಲೇಜಿನ ಪ್ರಾಂಶುಪಾಲ ಪಿ.ಎಸ್.ಶಂಕರ್ ಅಧ್ಯಕ್ಷತೆ ವಹಿಸಿದ್ದರು. [11,1207,322,1392]
lead-col-1 [343,220,649,867]
caption-title: ಶೈಕ್ಷಣಿಕ ಜಾಗೃತಿ ಮತ್ತು ತಜ್ಞರ ಕಾರ್ಯಾಗಾರ [720,1235,947,1254]
farmers-meeting-photo [657,220,1235,505]
milk-col-1 [1096,1013,1298,1570]
section-divider [333,875,1527,877]
story-text: ಭಾರತ ಧರ್ಮ ಭೂಮಿ. ಇಲ್ಲಿರುವ ಮಠ ಮಾನ್ಯಗಳು ಕೇವಲ ಧಾರ್ಮಿಕ ಕೇಂದ್ರಗಳಾಗದೆ ಸಮಾಜಕ್ಕೆ ಸಂಸ್ಕಾರ ನೀಡುವ ಕೇಂದ್ರಗಳಾಗಬೇಕು ಎಂದು ಶ್ರೀ ಸಿದ್ಧಲಿಂಗ ಸ್ವಾಮೀಜಿ ಅಭಿಪ್ರಾಯಪಟ್ಟರು. ಮಠದ ವಾರ್ಷಿಕ ಜಾತ್ರಾ ಮಹೋತ್ಸವದ ಅಂಗವಾಗಿ ಆಯೋಜಿಸಲಾಗಿದ್ದ ಧಾರ್ಮಿಕ ಸಭೆಯಲ್ಲಿ ಸಾನ್ನಿಧ್ಯ ವಹಿಸಿ ಮಾತನಾಡಿದರು. ಮಠಗಳು ಜನರಿಗೆ ಶಿಕ್ಷಣ, ಅನ್ನ, ಆಶ್ರಯ ನೀಡುವ ಮೂಲಕ ಸಮಾಜ ಸೇವೆ ಮಾಡುತ್ತಿವೆ. ಮಠಗಳ ಸೇವೆ ಅನನ್ಯವಾಗಿದೆ. ಮಕ್ಕಳಿಗೆ ಸಂಸ್ಕಾರ ನೀಡುವ ಕೆಲಸ ಪೋಷಕರಿಂದ ಆಗಬೇಕು ಎಂದರು. [583,1919,906,2047]
lead-col-4: ಬೆಂಬಲ ಬೆಲೆ ಕಾನೂನು ಜಾರಿ ಮಾಡುತ್ತಿಲ್ಲ. ಮಾತುಕತೆಗೆ ಕರೆದು ರೈತರನ್ನು ವಂಚಿಸಲಾಗುತ್ತಿದೆ. ರೈತರ ಬದುಕು ಬೀದಿಗೆ ಬರುವ ಮುನ್ನ ಎಚ್ಚೆತ್ತುಕೊಳ್ಳಬೇಕು ಎಂದರು. ಕೇಂದ್ರ ಸರ್ಕಾರ ರೈತರ ಸಾಲ ಮನ್ನಾ ಮಾಡಬೇಕು, ವಿದ್ಯುತ್ ತಿದ್ದುಪಡಿ ಮಸೂದೆ ಹಿಂಪಡೆಯಬೇಕು, ಕೃಷಿ ಪಂಪ್‌ಸೆಟ್‌ಗಳಿಗೆ ಉಚಿತ ವಿದ್ಯುತ್ ಮುಂದುವರಿಸಬೇಕು ಎಂದು ಒತ್ತಾಯಿಸಿದರು. ರಾಜ್ಯ ಸಂಚಾಲಕ ಕಾರ್ಯದರ್ಶಿ ಅಧ್ಯಕ್ಷ ದೇವರಾಜು, ಬಡಗಲಪುರ ನಾಗೇಂದ್ರ, ಸಭೆಯಲ್ಲಿ ಜಿಲ್ಲಾಧ್ಯಕ್ಷ ಶ್ರೀನಿವಾಸಲು, ಉಪಾಧ್ಯಕ್ಷ ಕೃಷ್ಣಪ್ಪ, ಕಾರ್ಯದರ್ಶಿ ರಾಜಣ್ಣ, ಮುಖಂಡರಾದ ಪ್ರಭಾಕರ್, ಆಂಜನೇಯರೆಡ್ಡಿ, ವೆಂಕಟೇಶ್, ಗೋವಿಂದಪ್ಪ, ನಾರಾಯಣಸ್ವಾಮಿ, ಮುನಿರಾಜು, ರಮೇಶ್, ರಾಮಕೃಷ್ಣಪ್ಪ, ನರಸಿಂಹಮೂರ್ತಿ, ಚಂದ್ರಶೇಖರ್ ಹಾಗೂ ವಿವಿಧ ತಾಲ್ಲೂಕುಗಳ ರೈತ ಮುಖಂಡರು ಭಾಗವಹಿಸಿದ್ದರು. [1241,222,1521,425]
section-divider [0,1830,1527,1832]
logo-part-b: ಮುಗಿಲು [149,6,258,52]
mutt-col-2: ನೂತನ ಶ್ರೀಗಳಿಗೆ 'ಶ್ರೀ ಶಿವರುದ್ರ ಶಿವಾಚಾರ್ಯ ಸ್ವಾಮೀಜಿ' ಎಂದು ನಾಮಕರಣ ಮಾಡಲಾಯಿತು. ಸಮಾರಂಭದಲ್ಲಿ ನಾಡಿನ ವಿವಿಧ ಮಠಾಧೀಶರು ಪಾಲ್ಗೊಂಡಿದ್ದರು. ಭಕ್ತರು ಕುಂಭಮೇಳದೊಂದಿಗೆ ಶ್ರೀಗಳನ್ನು ಬರಮಾಡಿಕೊಂಡರು. ಮಠದ ಅಭಿವೃದ್ಧಿಗೆ ಭಕ್ತರು ಸಹಕಾರ ನೀಡಬೇಕು ಎಂದು ಮನವಿ ಮಾಡಿದರು. [893,2128,1193,2218]
mutt-headline: ಮಠಗಳು ಸಂಸ್ಕಾರ ಕೊಡುವ ಕೇಂದ್ರಗಳಾಗಲಿ [583,1842,1268,1901]
exam-headline: ಸಾಮಾನ್ಯ ಪರೀಕ್ಷೆಯಲ್ಲಿ ವಿಜಯ್ ಫಸ್ಟ್‌ದ್ವಿತೀಯ ಸ್ಥಾನ ದಿನೇಶ್, ತೃತೀಯ ಸ್ಥಾನ ಚಿನ್ಮಯ್ [8,1845,496,1916]
masthead-rule [0,91,1527,93]
religious-stage-photo [916,1918,1523,2118]
logo-part-a: ಸಂಜೆ [84,6,150,52]
dateline: ಚಿಕ್ಕಬಳ್ಳಾಪುರ: [343,222,399,236]
exam-col-1 [8,1926,275,2227]
award-photo [11,1681,324,1804]
newspaper-logo [84,6,257,53]
mutt-col-top [583,1918,906,2115]
